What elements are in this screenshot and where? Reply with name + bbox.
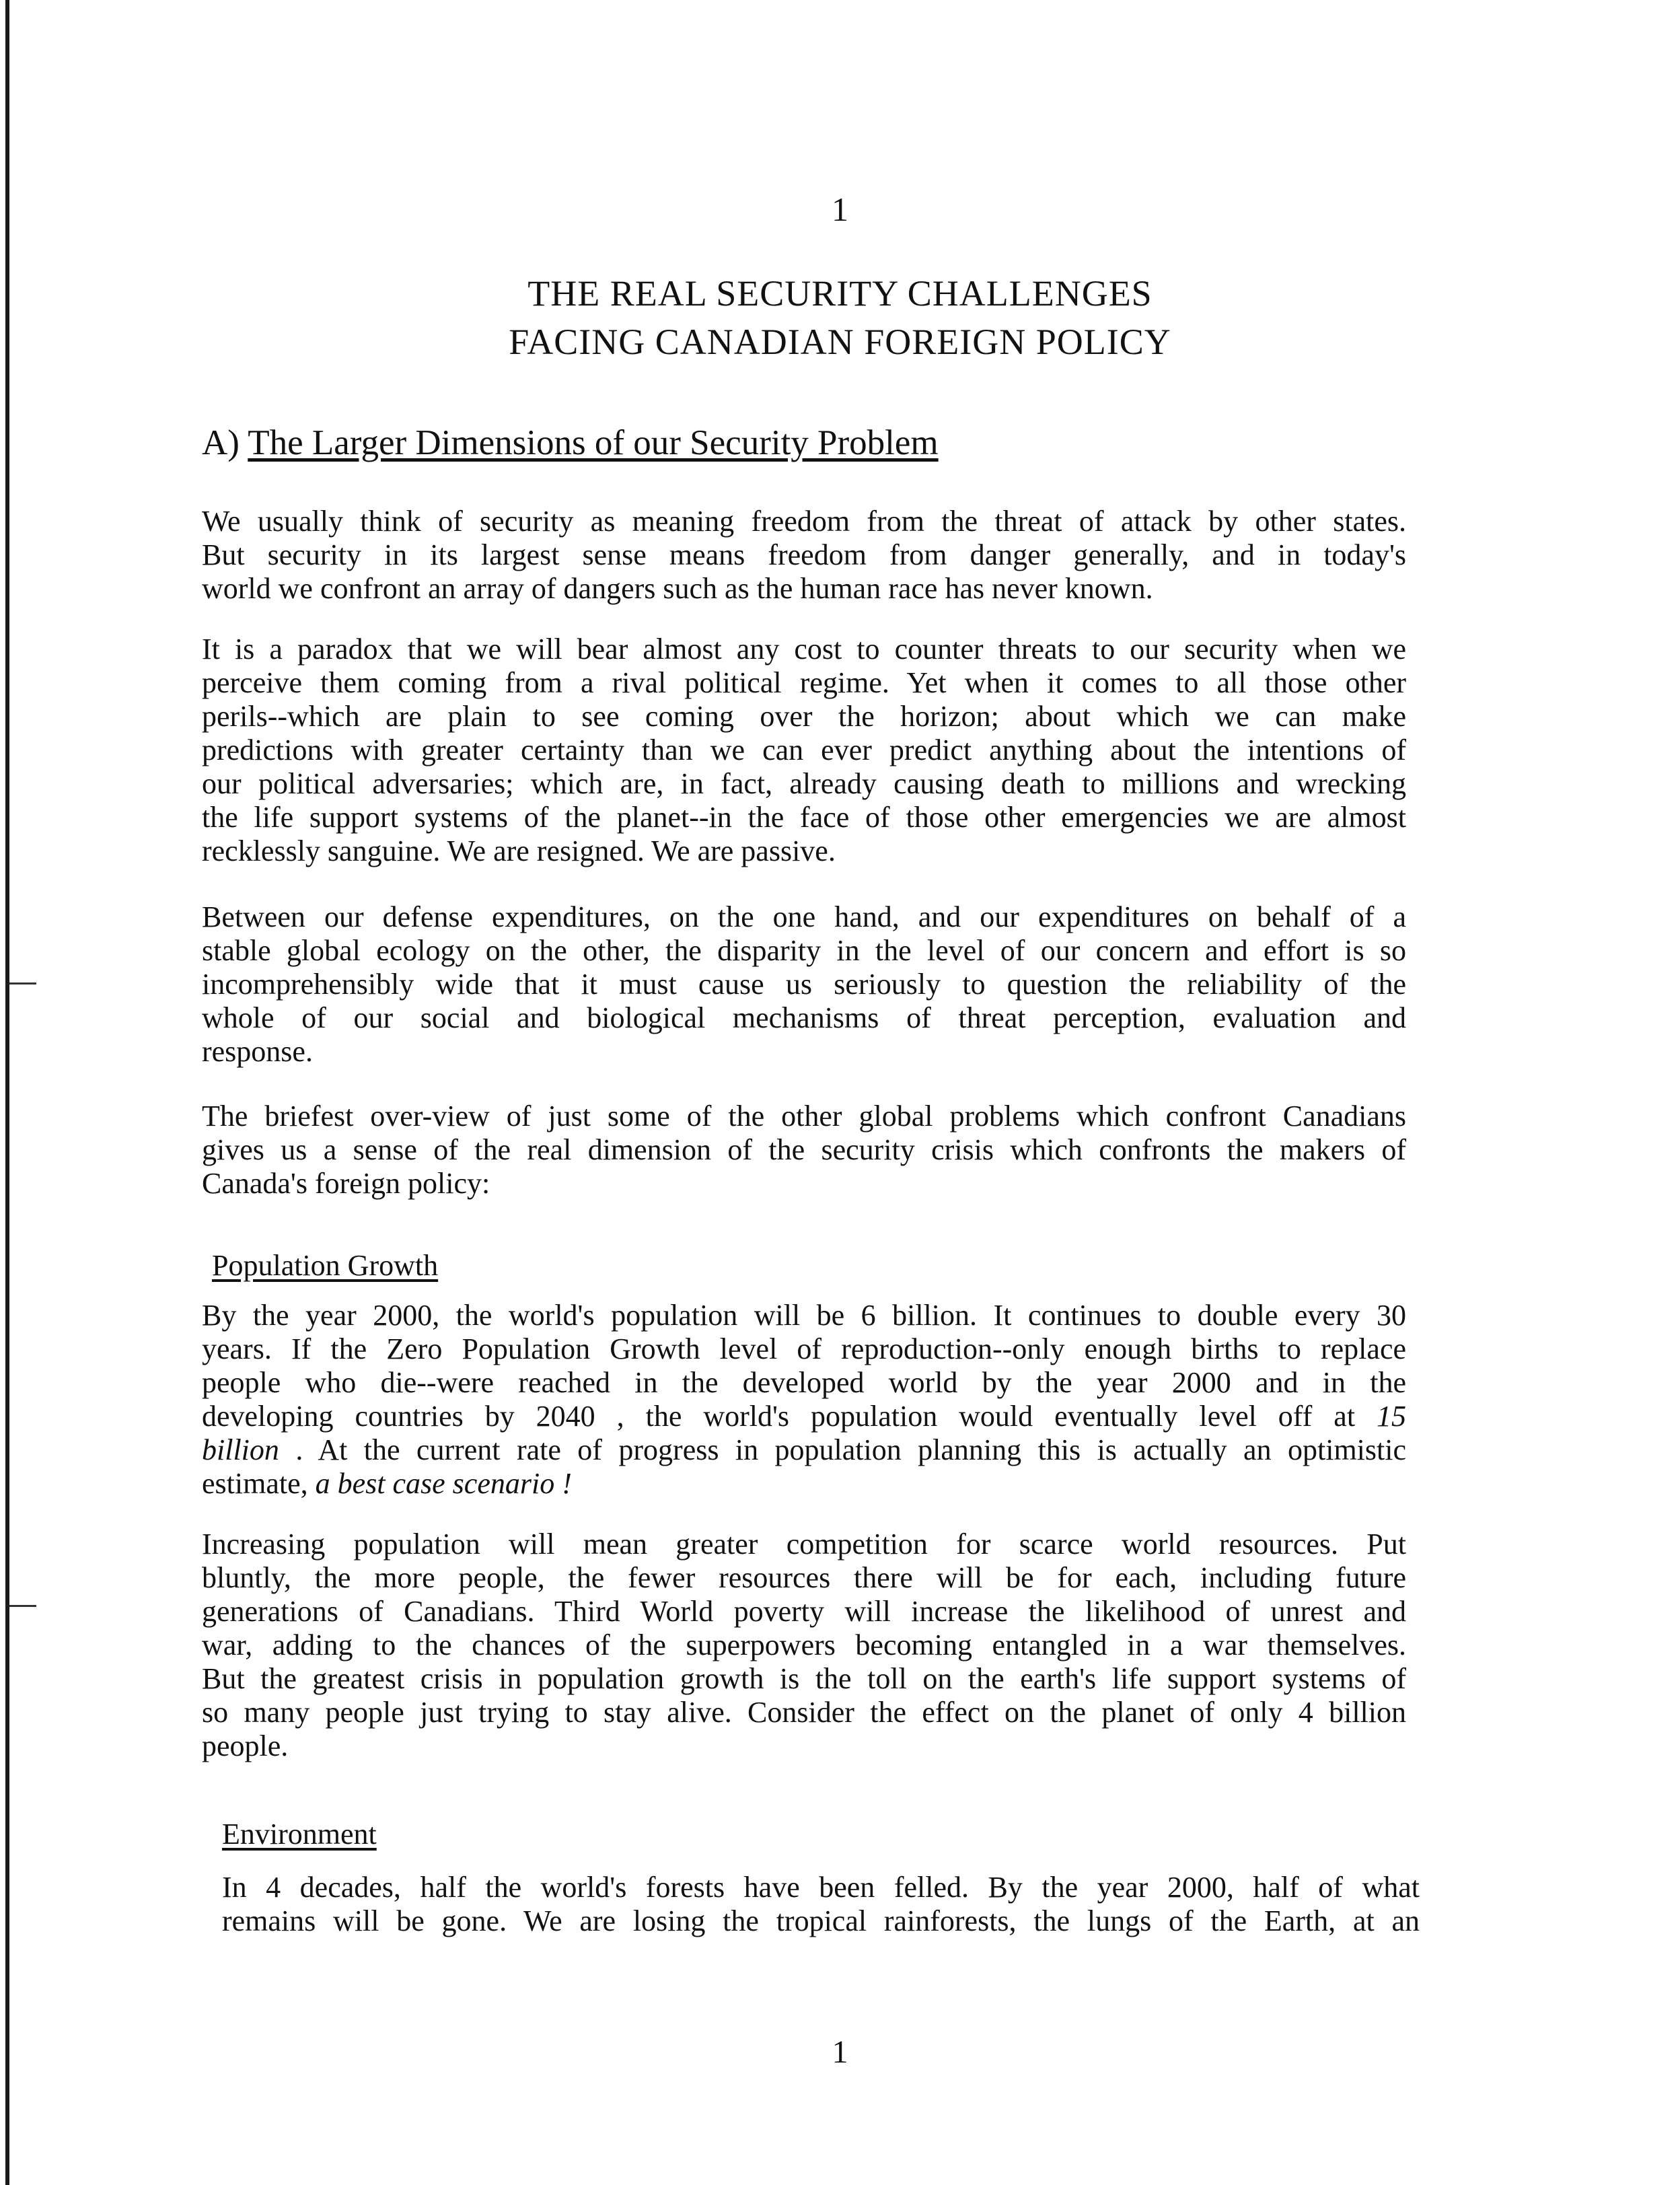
text-line: people who die--were reached in the developed world by the year 2000 and in the — [202, 1366, 1406, 1399]
text-line: people. — [202, 1729, 289, 1762]
text-line: recklessly sanguine. We are resigned. We are passive. — [202, 834, 836, 867]
title-line-2: FACING CANADIAN FOREIGN POLICY — [509, 322, 1171, 362]
paragraph-4 — [202, 1100, 1406, 1201]
paragraph-population-2 — [202, 1528, 1406, 1763]
text-line: stable global ecology on the other, the disparity in the level of our concern and effort is so — [202, 934, 1406, 967]
text-line: Canada's foreign policy: — [202, 1167, 490, 1200]
text-line: response. — [202, 1035, 313, 1068]
text-line-with-italic — [202, 1433, 1406, 1467]
paragraph-1 — [202, 505, 1406, 606]
text-line: Between our defense expenditures, on the one hand, and our expenditures on behalf of a — [202, 900, 1406, 933]
text-line: It is a paradox that we will bear almost any cost to counter threats to our security when we — [202, 633, 1406, 666]
text-line: In 4 decades, half the world's forests have been felled. By the year 2000, half of what — [222, 1871, 1420, 1904]
section-label: A) — [202, 423, 240, 462]
paragraph-environment-1 — [222, 1871, 1420, 1938]
text-line: Increasing population will mean greater competition for scarce world resources. Put — [202, 1528, 1406, 1561]
subheading-population-growth: Population Growth — [212, 1249, 439, 1282]
text-line: world we confront an array of dangers such as the human race has never known. — [202, 572, 1153, 605]
subheading-environment: Environment — [222, 1818, 377, 1851]
text-line: our political adversaries; which are, in fact, already causing death to millions and wrecking — [202, 767, 1406, 800]
italic-phrase: a best case scenario ! — [315, 1467, 572, 1500]
text-line: The briefest over-view of just some of the other global problems which confront Canadians — [202, 1100, 1406, 1133]
section-heading — [202, 423, 939, 463]
text-line: perceive them coming from a rival political regime. Yet when it comes to all those other — [202, 666, 1406, 699]
text-segment: estimate, — [202, 1467, 316, 1500]
text-line: generations of Canadians. Third World poverty will increase the likelihood of unrest and — [202, 1595, 1406, 1628]
binding-mark — [9, 982, 36, 984]
page-number-bottom: 1 — [832, 2034, 848, 2070]
paragraph-2 — [202, 633, 1406, 868]
paragraph-3 — [202, 900, 1406, 1069]
text-line: so many people just trying to stay alive. Consider the effect on the planet of only 4 billion — [202, 1696, 1406, 1729]
text-line: But the greatest crisis in population growth is the toll on the earth's life support systems of — [202, 1662, 1406, 1695]
text-line: predictions with greater certainty than we can ever predict anything about the intentions of — [202, 733, 1406, 766]
text-line-with-italic — [202, 1467, 1406, 1501]
text-line: war, adding to the chances of the superpowers becoming entangled in a war themselves. — [202, 1628, 1406, 1661]
binding-mark — [9, 1605, 36, 1607]
text-line: gives us a sense of the real dimension of the security crisis which confronts the makers of — [202, 1133, 1406, 1166]
text-line-with-italic — [202, 1400, 1406, 1433]
text-segment: . At the current rate of progress in population planning this is actually an optimistic — [279, 1433, 1406, 1466]
text-line: the life support systems of the planet--in the face of those other emergencies we are almost — [202, 801, 1406, 834]
text-segment: developing countries by 2040 , the world's population would eventually level off at — [202, 1400, 1356, 1433]
text-line: years. If the Zero Population Growth level of reproduction--only enough births to replace — [202, 1332, 1406, 1365]
text-line: whole of our social and biological mechanisms of threat perception, evaluation and — [202, 1001, 1406, 1034]
text-line: But security in its largest sense means freedom from danger generally, and in today's — [202, 538, 1406, 571]
text-line: bluntly, the more people, the fewer resources there will be for each, including future — [202, 1561, 1406, 1594]
text-line: We usually think of security as meaning freedom from the threat of attack by other states. — [202, 505, 1406, 538]
text-line: incomprehensibly wide that it must cause us seriously to question the reliability of the — [202, 968, 1406, 1001]
title-line-1: THE REAL SECURITY CHALLENGES — [527, 273, 1153, 314]
section-heading-text: The Larger Dimensions of our Security Problem — [248, 423, 939, 462]
document-title — [0, 269, 1680, 366]
italic-number: 15 — [1377, 1400, 1407, 1433]
text-line: By the year 2000, the world's population will be 6 billion. It continues to double every 30 — [202, 1299, 1406, 1332]
text-line: remains will be gone. We are losing the tropical rainforests, the lungs of the Earth, at an — [222, 1904, 1420, 1937]
page-number-top: 1 — [832, 190, 848, 228]
text-line: perils--which are plain to see coming over the horizon; about which we can make — [202, 700, 1406, 733]
italic-word: billion — [202, 1433, 279, 1466]
paragraph-population-1 — [202, 1299, 1406, 1501]
